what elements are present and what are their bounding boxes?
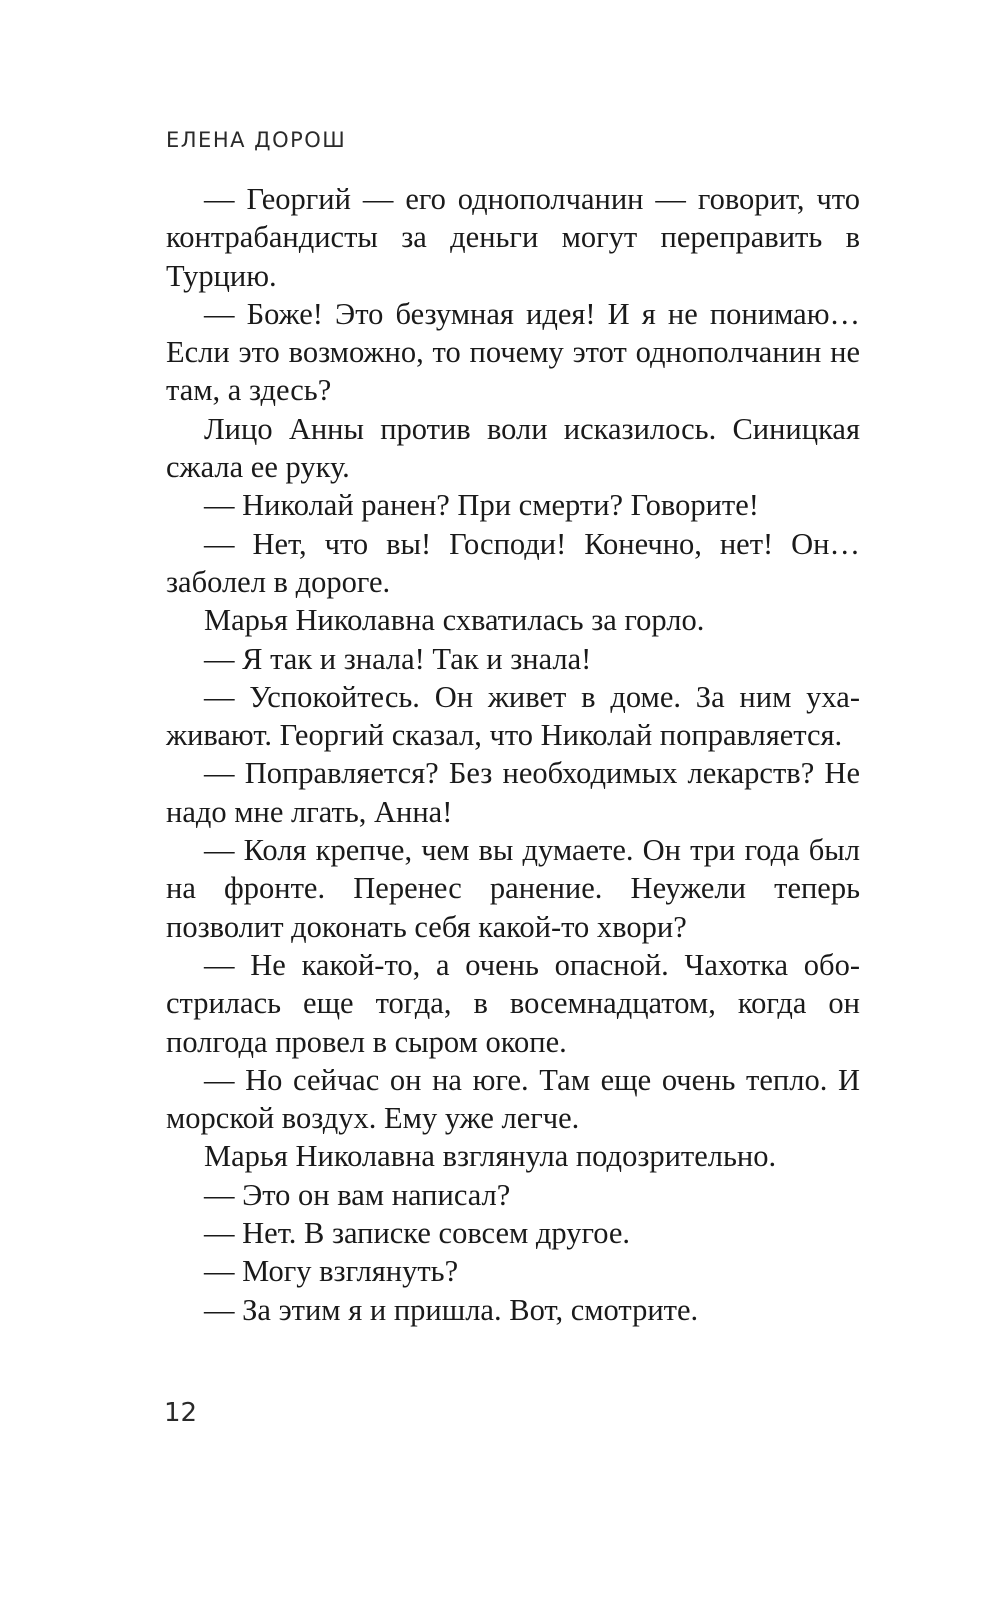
paragraph: — Боже! Это безумная идея! И я не понимаю… Если это возможно, то почему этот однополчанин не там, а здесь?	[166, 296, 860, 408]
paragraph: — Успокойтесь. Он живет в доме. За ним ухаживают. Георгий сказал, что Николай поправляется.	[166, 679, 860, 753]
paragraph: — Могу взглянуть?	[204, 1254, 459, 1289]
paragraph: Лицо Анны против воли исказилось. Синицкая сжала ее руку.	[166, 411, 860, 485]
paragraph: — Николай ранен? При смерти? Говорите!	[204, 488, 759, 523]
paragraph: — Не какой-то, а очень опасной. Чахотка обострилась еще тогда, в восемнадцатом, когда он полгода провел в сыром окопе.	[166, 947, 860, 1059]
paragraph: — Это он вам написал?	[204, 1177, 511, 1212]
paragraph: — Поправляется? Без необходимых лекарств? Не надо мне лгать, Анна!	[166, 756, 860, 829]
paragraph: Марья Николавна схватилась за горло.	[204, 603, 705, 638]
paragraph: — Коля крепче, чем вы думаете. Он три года был на фронте. Перенес ранение. Неужели теперь позволит доконать себя какой-то хвори?	[166, 833, 860, 944]
body-text	[166, 180, 860, 1329]
paragraph: — Нет. В записке совсем другое.	[204, 1216, 631, 1251]
paragraph: Марья Николавна взглянула подозрительно.	[204, 1139, 777, 1174]
paragraph: — За этим я и пришла. Вот, смотрите.	[204, 1292, 699, 1327]
paragraph: — Но сейчас он на юге. Там еще очень тепло. И морской воздух. Ему уже легче.	[166, 1062, 860, 1136]
page-number: 12	[164, 1398, 198, 1428]
running-head: ЕЛЕНА ДОРОШ	[166, 128, 347, 152]
paragraph: — Георгий — его однополчанин — говорит, что контрабандисты за деньги могут переправить в Турцию.	[166, 182, 860, 293]
paragraph: — Я так и знала! Так и знала!	[204, 641, 592, 676]
paragraph: — Нет, что вы! Господи! Конечно, нет! Он… заболел в дороге.	[166, 526, 860, 599]
